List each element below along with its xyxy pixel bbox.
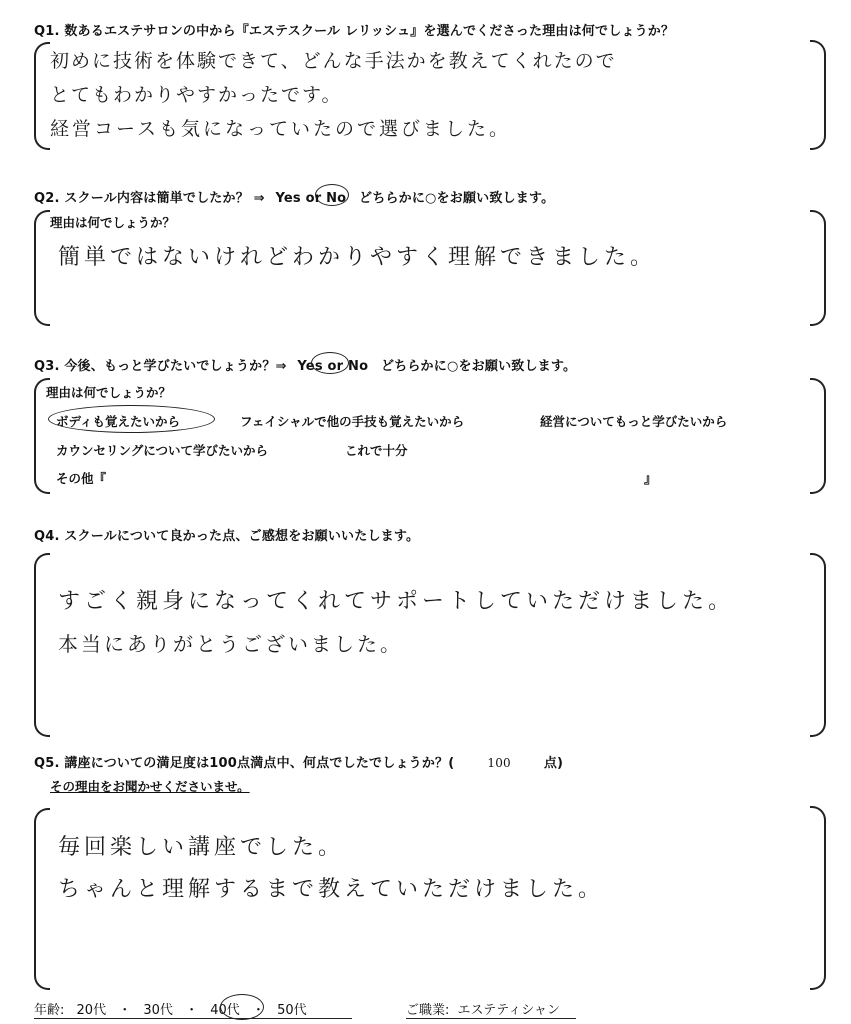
q3-option-other-close: 』 [644,471,657,486]
q4-question: Q4. スクールについて良かった点、ご感想をお願いいたします。 [34,529,420,544]
age-separator-2: ・ [185,1003,199,1018]
q2-reason-label: 理由は何でしょうか？ [50,215,176,230]
q5-question [34,752,563,771]
q5-bracket-left [34,808,50,990]
q3-or: or [327,359,344,374]
q1-answer-line-2: とてもわかりやすかったです。 [50,84,343,106]
q3-reason-label: 理由は何でしょうか？ [46,385,172,400]
q3-question-suffix: どちらかに○をお願い致します。 [380,359,577,374]
q1-answer-line-3: 経営コースも気になっていたので選びました。 [50,118,512,140]
q3-question-prefix: Q3. 今後、もっと学びたいでしょうか？⇒ [34,359,287,374]
q2-bracket-right [810,210,826,326]
q1-answer-line-1: 初めに技術を体験できて、どんな手法かを教えてくれたので [50,50,617,72]
q5-answer-line-1: 毎回楽しい講座でした。 [58,835,345,860]
q2-yes-circle-mark [315,184,349,206]
age-separator-1: ・ [118,1003,132,1018]
q2-question-prefix: Q2. スクール内容は簡単でしたか？ ⇒ [34,191,265,206]
q2-answer: 簡単ではないけれどわかりやすく理解できました。 [58,245,657,270]
q4-bracket-left [34,553,50,737]
q2-bracket-left [34,210,50,326]
q3-option-management: 経営についてもっと学びたいから [540,414,728,429]
q5-bracket-right [810,806,826,990]
q5-answer-line-2: ちゃんと理解するまで教えていただけました。 [58,877,605,902]
q1-bracket-right [810,40,826,150]
occupation-label: ご職業: [406,1003,450,1018]
q3-option-other: その他『 [56,471,107,486]
q2-question-suffix: どちらかに○をお願い致します。 [359,191,555,206]
q4-answer-line-1: すごく親身になってくれてサポートしていただけました。 [58,589,735,614]
q5-question-suffix: 点) [543,756,564,771]
occupation-value: エステティシャン [457,1003,560,1018]
q1-question: Q1. 数あるエステサロンの中から『エステスクール レリッシュ』を選んでくださった理由は何でしょうか？ [34,24,675,39]
q5-score: 100 [487,756,511,770]
age-label: 年齢: [34,1003,65,1018]
age-row [34,999,307,1018]
age-underline [34,1018,352,1019]
q5-question-prefix: Q5. 講座についての満足度は100点満点中、何点でしたでしょうか？( [34,756,455,771]
age-separator-3: ・ [251,1003,265,1018]
q3-option-enough: これで十分 [345,443,408,458]
q2-or: or [305,191,322,206]
q5-reason-label: その理由をお聞かせくださいませ。 [50,779,250,794]
q3-option-body: ボディも覚えたいから [56,414,181,429]
q3-question [34,355,576,374]
q1-bracket-left [34,42,50,150]
age-option-50: 50代 [277,1003,307,1018]
q3-no: No [347,359,369,374]
age-option-20: 20代 [76,1003,107,1018]
q3-option-facial: フェイシャルで他の手技も覚えたいから [240,414,465,429]
age-option-30: 30代 [143,1003,173,1018]
q3-option-counseling: カウンセリングについて学びたいから [56,443,269,458]
q2-yes-label: Yes [275,191,301,206]
q3-yes: Yes [297,359,323,374]
occupation-row [406,999,560,1018]
age-40-circle-mark [220,994,264,1020]
age-option-40: 40代 [210,1003,240,1018]
q3-option-body-circle-mark [48,405,215,433]
q2-question [34,187,554,206]
q2-no: No [326,191,347,206]
q2-yes [275,191,300,206]
q4-bracket-right [810,553,826,737]
q3-bracket-right [810,378,826,494]
q4-answer-line-2: 本当にありがとうございました。 [58,632,403,656]
occupation-underline [406,1018,576,1019]
q3-yes-circle-mark [311,352,349,374]
